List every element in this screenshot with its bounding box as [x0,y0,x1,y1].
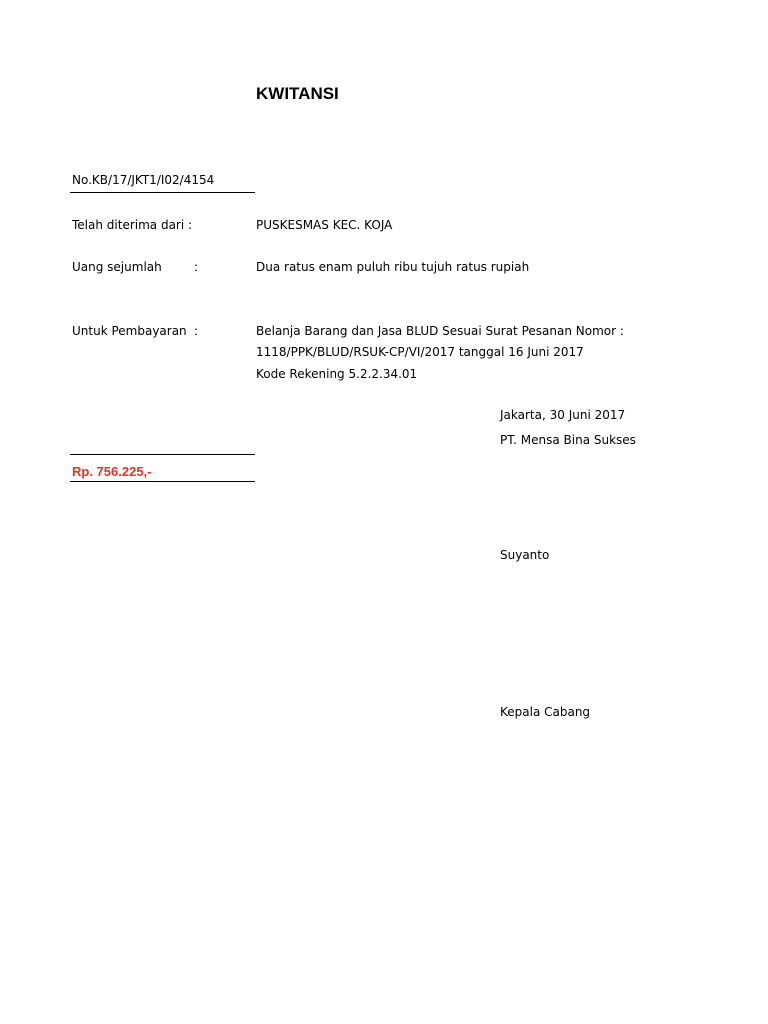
received-from-label: Telah diterima dari : [72,218,193,232]
place-date: Jakarta, 30 Juni 2017 [500,408,626,422]
amount-total: Rp. 756.225,- [72,464,152,479]
document-title: KWITANSI [256,84,339,103]
received-from-value: PUSKESMAS KEC. KOJA [256,218,393,232]
amount-words-label: Uang sejumlah [72,260,162,274]
payment-for-colon: : [194,324,199,338]
document-number-underline [70,192,255,193]
amount-words-value: Dua ratus enam puluh ribu tujuh ratus rupiah [256,260,530,274]
payment-for-line-3: Kode Rekening 5.2.2.34.01 [256,367,418,381]
signer-title: Kepala Cabang [500,705,591,719]
amount-bottom-rule [70,481,255,482]
signer-name: Suyanto [500,548,550,562]
amount-words-colon: : [194,260,199,274]
payment-for-line-1: Belanja Barang dan Jasa BLUD Sesuai Surat Pesanan Nomor : [256,324,624,338]
document-number: No.KB/17/JKT1/I02/4154 [72,173,215,187]
amount-top-rule [70,454,255,455]
company-name: PT. Mensa Bina Sukses [500,433,636,447]
payment-for-line-2: 1118/PPK/BLUD/RSUK-CP/VI/2017 tanggal 16 Juni 2017 [256,345,584,359]
payment-for-label: Untuk Pembayaran [72,324,187,338]
